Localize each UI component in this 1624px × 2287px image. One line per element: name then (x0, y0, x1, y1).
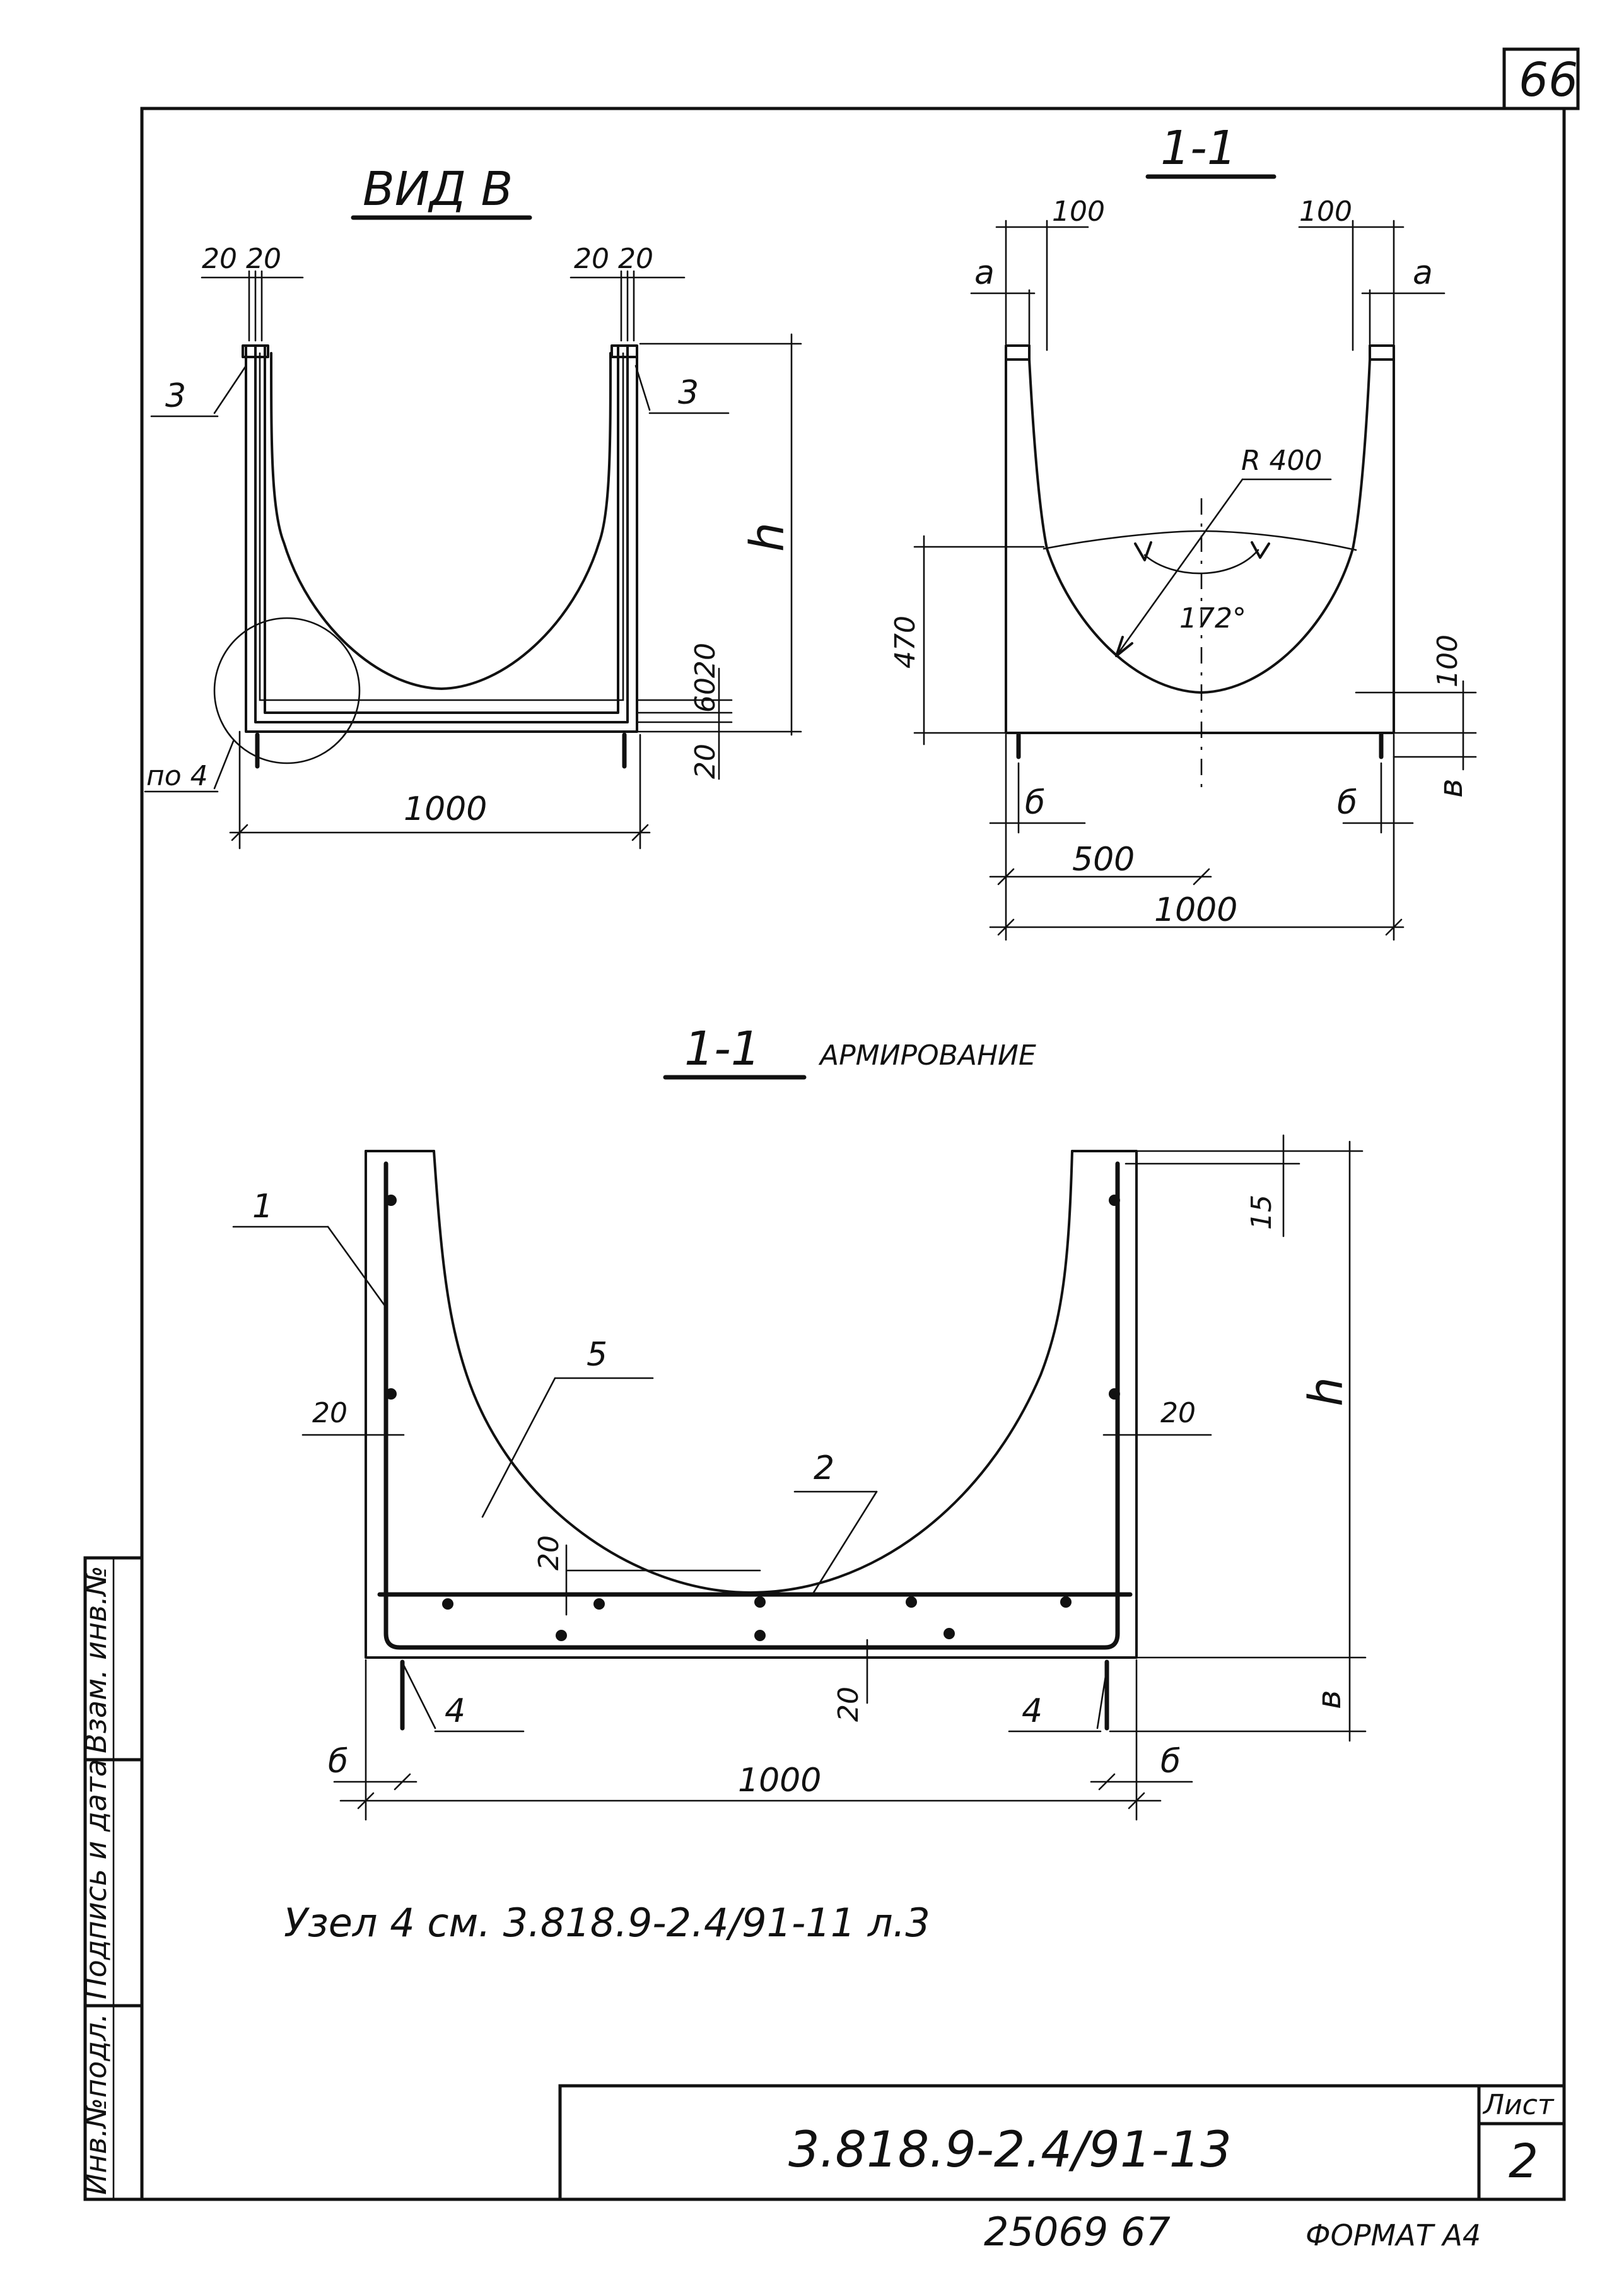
section-title: 1-1 (1160, 121, 1237, 175)
stamp-replace-inv: Взам. инв.№ (79, 1565, 113, 1753)
reinforcement-dim-20-inner: 20 (533, 1535, 565, 1570)
reinforcement-dim-b-right: б (1160, 1743, 1181, 1781)
reinforcement-pos-5: 5 (587, 1336, 608, 1374)
sheet-frame (142, 49, 1578, 2199)
reinforcement-dim-v: в (1311, 1690, 1348, 1709)
view-b-dim-width: 1000 (404, 790, 488, 828)
node-reference-note: Узел 4 см. 3.818.9-2.4/91-11 л.3 (284, 1900, 930, 1946)
section-dim-a-left: а (974, 254, 995, 292)
reinforcement-dim-b-left: б (328, 1743, 349, 1781)
reinforcement-dim-20-right: 20 (1160, 1397, 1196, 1429)
section-dim-470: 470 (889, 616, 921, 669)
reinforcement-pos-4-right: 4 (1022, 1692, 1043, 1730)
stamp-inv-no: Инв.№подл. (79, 2013, 113, 2195)
view-b-label-3-right: 3 (678, 374, 699, 412)
view-b-callout-node-4: по 4 (146, 760, 208, 792)
section-dim-1000: 1000 (1154, 891, 1238, 929)
view-b-dim-60: 60 (689, 677, 721, 713)
bottom-numbers: 25069 67 (984, 2209, 1171, 2255)
section-dim-100-right: 100 (1299, 196, 1352, 228)
view-b-dim-20-top: 20 (689, 643, 721, 678)
reinforcement-drawing (233, 1077, 1365, 1820)
reinforcement-dim-1000: 1000 (738, 1762, 822, 1799)
sheet-label: Лист (1483, 2089, 1554, 2121)
section-dim-500: 500 (1072, 841, 1135, 879)
section-dim-v: в (1432, 778, 1470, 798)
reinforcement-title: 1-1 (684, 1022, 761, 1076)
view-b-dim-top-left: 20 20 (202, 243, 281, 275)
section-dim-b-left: б (1025, 784, 1046, 822)
view-b-dim-20-bottom: 20 (689, 744, 721, 779)
reinforcement-dim-15: 15 (1246, 1195, 1278, 1230)
section-dim-a-right: а (1413, 254, 1433, 292)
stamp-signature-date: Подпись и дата (79, 1758, 113, 1999)
section-dim-100-left: 100 (1052, 196, 1105, 228)
section-radius: R 400 (1241, 445, 1323, 477)
section-dim-100-vert: 100 (1432, 635, 1464, 687)
page-number: 66 (1519, 53, 1579, 107)
reinforcement-dim-20-left: 20 (312, 1397, 348, 1429)
reinforcement-pos-2: 2 (814, 1449, 835, 1487)
view-b-dim-top-right: 20 20 (574, 243, 653, 275)
section-dim-b-right: б (1337, 784, 1358, 822)
section-1-1-drawing (914, 177, 1476, 940)
sheet-number: 2 (1509, 2134, 1539, 2189)
view-b-label-3-left: 3 (165, 377, 187, 415)
designation: 3.818.9-2.4/91-13 (788, 2122, 1232, 2179)
reinforcement-pos-1: 1 (252, 1188, 274, 1225)
reinforcement-dim-20-bottom: 20 (832, 1687, 865, 1722)
reinforcement-subtitle: АРМИРОВАНИЕ (820, 1039, 1036, 1072)
reinforcement-pos-4-left: 4 (445, 1692, 466, 1730)
view-b-dim-h: h (740, 522, 795, 552)
view-b-title: ВИД В (363, 162, 513, 216)
reinforcement-dim-h: h (1299, 1377, 1353, 1407)
section-angle: 172° (1179, 602, 1246, 635)
format-label: ФОРМАТ А4 (1306, 2218, 1481, 2252)
